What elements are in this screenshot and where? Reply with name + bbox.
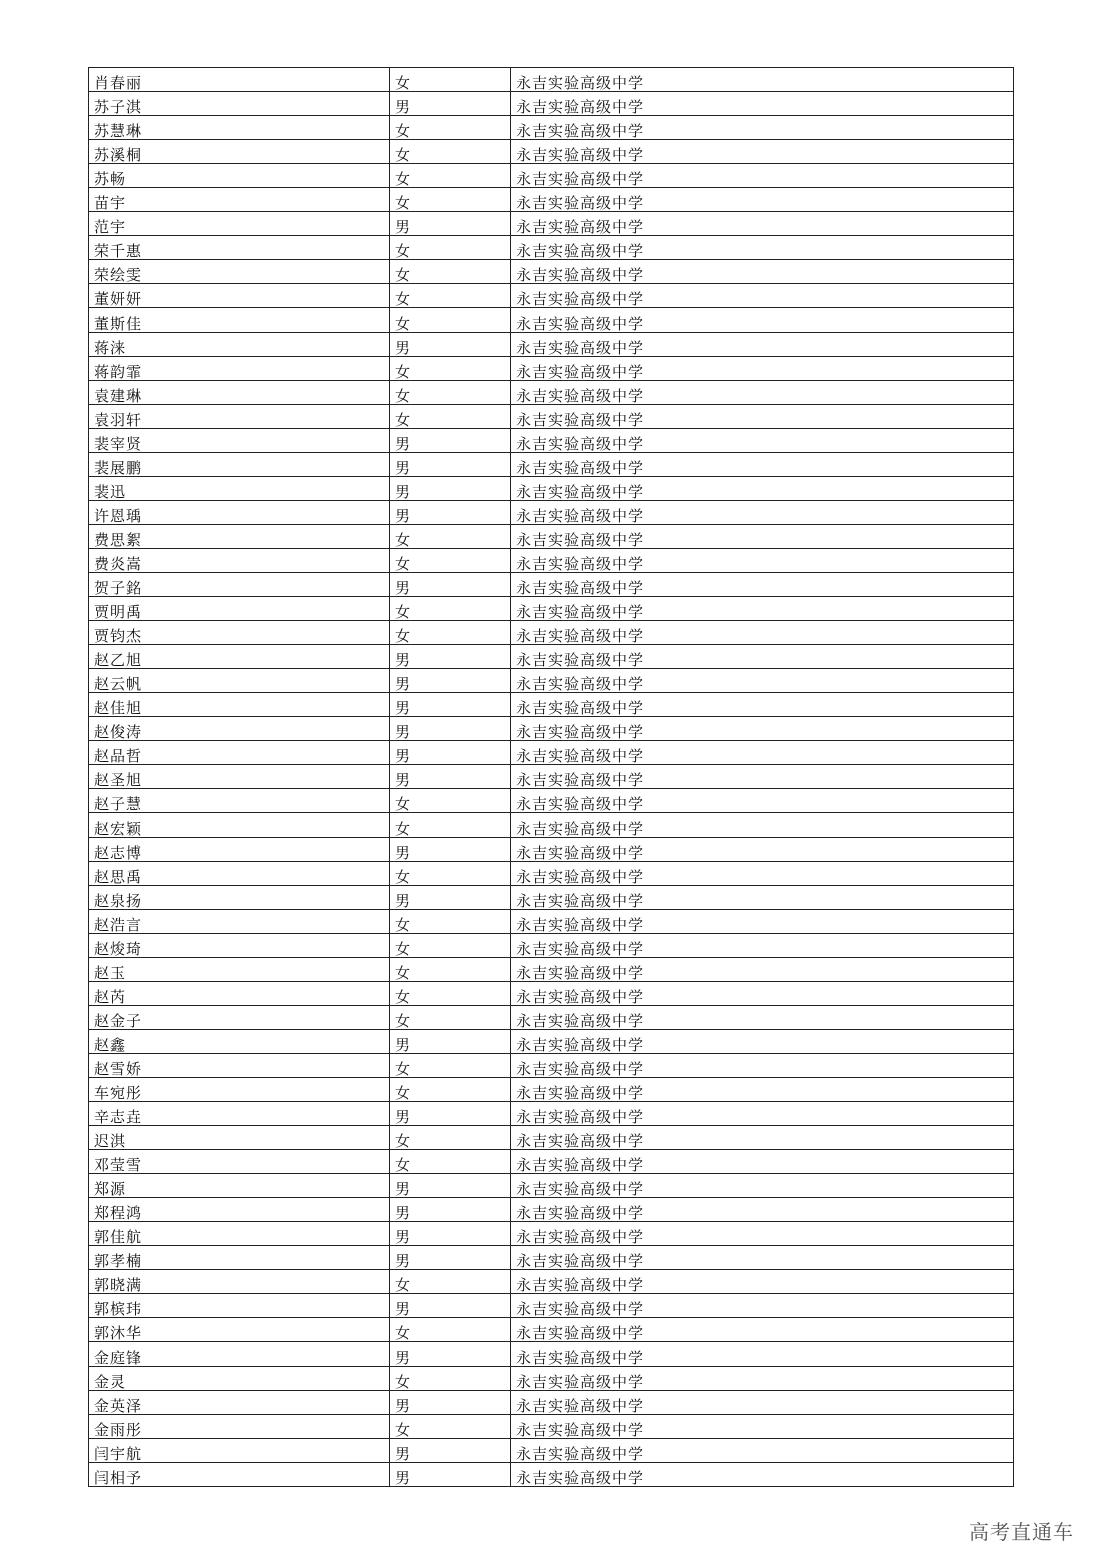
- school-cell: 永吉实验高级中学: [511, 765, 1014, 789]
- gender-cell: 男: [390, 1102, 511, 1126]
- school-cell: 永吉实验高级中学: [511, 909, 1014, 933]
- table-row: [89, 284, 1014, 308]
- table-row: [89, 597, 1014, 621]
- gender-cell: 男: [390, 1174, 511, 1198]
- student-name-cell: 董斯佳: [89, 308, 390, 332]
- school-cell: 永吉实验高级中学: [511, 500, 1014, 524]
- school-cell: 永吉实验高级中学: [511, 452, 1014, 476]
- table-row: [89, 981, 1014, 1005]
- student-name-cell: 赵俊涛: [89, 717, 390, 741]
- student-name-cell: 肖春丽: [89, 68, 390, 92]
- table-row: [89, 1053, 1014, 1077]
- gender-cell: 男: [390, 572, 511, 596]
- school-cell: 永吉实验高级中学: [511, 1005, 1014, 1029]
- table-row: [89, 1366, 1014, 1390]
- student-name-cell: 郭佳航: [89, 1222, 390, 1246]
- student-name-cell: 袁建琳: [89, 380, 390, 404]
- student-name-cell: 苗宇: [89, 188, 390, 212]
- table-row: [89, 933, 1014, 957]
- student-name-cell: 赵佳旭: [89, 693, 390, 717]
- gender-cell: 男: [390, 452, 511, 476]
- table-row: [89, 813, 1014, 837]
- gender-cell: 女: [390, 789, 511, 813]
- table-row: [89, 116, 1014, 140]
- student-name-cell: 赵云帆: [89, 669, 390, 693]
- student-name-cell: 邓莹雪: [89, 1150, 390, 1174]
- school-cell: 永吉实验高级中学: [511, 957, 1014, 981]
- gender-cell: 女: [390, 1077, 511, 1101]
- school-cell: 永吉实验高级中学: [511, 693, 1014, 717]
- gender-cell: 女: [390, 1126, 511, 1150]
- student-name-cell: 赵圣旭: [89, 765, 390, 789]
- student-name-cell: 郑源: [89, 1174, 390, 1198]
- gender-cell: 女: [390, 981, 511, 1005]
- student-name-cell: 赵品哲: [89, 741, 390, 765]
- watermark-text: 高考直通车: [969, 1520, 1074, 1544]
- table-row: [89, 188, 1014, 212]
- table-row: [89, 861, 1014, 885]
- student-name-cell: 赵子慧: [89, 789, 390, 813]
- gender-cell: 女: [390, 188, 511, 212]
- gender-cell: 男: [390, 717, 511, 741]
- table-row: [89, 356, 1014, 380]
- roster-body: [89, 68, 1014, 1487]
- school-cell: 永吉实验高级中学: [511, 1246, 1014, 1270]
- gender-cell: 女: [390, 164, 511, 188]
- gender-cell: 女: [390, 861, 511, 885]
- gender-cell: 女: [390, 909, 511, 933]
- table-row: [89, 140, 1014, 164]
- school-cell: 永吉实验高级中学: [511, 861, 1014, 885]
- table-row: [89, 1342, 1014, 1366]
- gender-cell: 男: [390, 765, 511, 789]
- school-cell: 永吉实验高级中学: [511, 645, 1014, 669]
- gender-cell: 女: [390, 597, 511, 621]
- table-row: [89, 428, 1014, 452]
- school-cell: 永吉实验高级中学: [511, 212, 1014, 236]
- school-cell: 永吉实验高级中学: [511, 428, 1014, 452]
- student-name-cell: 苏慧琳: [89, 116, 390, 140]
- gender-cell: 男: [390, 1462, 511, 1486]
- table-row: [89, 236, 1014, 260]
- table-row: [89, 1005, 1014, 1029]
- table-row: [89, 741, 1014, 765]
- table-row: [89, 1438, 1014, 1462]
- table-row: [89, 1414, 1014, 1438]
- gender-cell: 女: [390, 621, 511, 645]
- school-cell: 永吉实验高级中学: [511, 140, 1014, 164]
- student-name-cell: 闫宇航: [89, 1438, 390, 1462]
- school-cell: 永吉实验高级中学: [511, 524, 1014, 548]
- school-cell: 永吉实验高级中学: [511, 1053, 1014, 1077]
- school-cell: 永吉实验高级中学: [511, 1294, 1014, 1318]
- table-row: [89, 1462, 1014, 1486]
- school-cell: 永吉实验高级中学: [511, 1126, 1014, 1150]
- gender-cell: 男: [390, 476, 511, 500]
- table-row: [89, 68, 1014, 92]
- school-cell: 永吉实验高级中学: [511, 1342, 1014, 1366]
- school-cell: 永吉实验高级中学: [511, 1414, 1014, 1438]
- table-row: [89, 164, 1014, 188]
- school-cell: 永吉实验高级中学: [511, 476, 1014, 500]
- gender-cell: 男: [390, 428, 511, 452]
- student-name-cell: 赵乙旭: [89, 645, 390, 669]
- gender-cell: 男: [390, 212, 511, 236]
- gender-cell: 女: [390, 933, 511, 957]
- student-name-cell: 赵宏颖: [89, 813, 390, 837]
- table-row: [89, 1270, 1014, 1294]
- table-row: [89, 1077, 1014, 1101]
- student-name-cell: 郑程鸿: [89, 1198, 390, 1222]
- school-cell: 永吉实验高级中学: [511, 813, 1014, 837]
- school-cell: 永吉实验高级中学: [511, 92, 1014, 116]
- gender-cell: 女: [390, 140, 511, 164]
- school-cell: 永吉实验高级中学: [511, 356, 1014, 380]
- student-name-cell: 裴宰贤: [89, 428, 390, 452]
- gender-cell: 女: [390, 116, 511, 140]
- gender-cell: 男: [390, 1294, 511, 1318]
- school-cell: 永吉实验高级中学: [511, 1462, 1014, 1486]
- student-name-cell: 裴迅: [89, 476, 390, 500]
- school-cell: 永吉实验高级中学: [511, 284, 1014, 308]
- student-name-cell: 闫相予: [89, 1462, 390, 1486]
- gender-cell: 男: [390, 885, 511, 909]
- student-name-cell: 费思絮: [89, 524, 390, 548]
- student-name-cell: 辛志垚: [89, 1102, 390, 1126]
- table-row: [89, 837, 1014, 861]
- table-row: [89, 1174, 1014, 1198]
- table-row: [89, 645, 1014, 669]
- student-name-cell: 迟淇: [89, 1126, 390, 1150]
- student-name-cell: 贺子銘: [89, 572, 390, 596]
- gender-cell: 女: [390, 1005, 511, 1029]
- table-row: [89, 621, 1014, 645]
- gender-cell: 男: [390, 645, 511, 669]
- table-row: [89, 909, 1014, 933]
- gender-cell: 女: [390, 1053, 511, 1077]
- student-name-cell: 荣千惠: [89, 236, 390, 260]
- student-name-cell: 赵泉扬: [89, 885, 390, 909]
- table-row: [89, 765, 1014, 789]
- table-row: [89, 1318, 1014, 1342]
- table-row: [89, 332, 1014, 356]
- gender-cell: 男: [390, 1390, 511, 1414]
- gender-cell: 男: [390, 1029, 511, 1053]
- school-cell: 永吉实验高级中学: [511, 1077, 1014, 1101]
- gender-cell: 女: [390, 1366, 511, 1390]
- student-name-cell: 赵玉: [89, 957, 390, 981]
- gender-cell: 女: [390, 236, 511, 260]
- school-cell: 永吉实验高级中学: [511, 1174, 1014, 1198]
- table-row: [89, 669, 1014, 693]
- gender-cell: 女: [390, 380, 511, 404]
- gender-cell: 男: [390, 500, 511, 524]
- gender-cell: 女: [390, 1150, 511, 1174]
- gender-cell: 男: [390, 1342, 511, 1366]
- school-cell: 永吉实验高级中学: [511, 1318, 1014, 1342]
- student-roster-table: [88, 67, 1014, 1487]
- school-cell: 永吉实验高级中学: [511, 572, 1014, 596]
- school-cell: 永吉实验高级中学: [511, 1102, 1014, 1126]
- student-name-cell: 郭槟玮: [89, 1294, 390, 1318]
- gender-cell: 女: [390, 813, 511, 837]
- school-cell: 永吉实验高级中学: [511, 885, 1014, 909]
- table-row: [89, 1126, 1014, 1150]
- student-name-cell: 赵焌琦: [89, 933, 390, 957]
- student-name-cell: 裴展鹏: [89, 452, 390, 476]
- school-cell: 永吉实验高级中学: [511, 380, 1014, 404]
- student-name-cell: 金英泽: [89, 1390, 390, 1414]
- student-name-cell: 苏畅: [89, 164, 390, 188]
- table-row: [89, 548, 1014, 572]
- student-name-cell: 董妍妍: [89, 284, 390, 308]
- table-row: [89, 789, 1014, 813]
- student-name-cell: 贾钧杰: [89, 621, 390, 645]
- gender-cell: 男: [390, 1198, 511, 1222]
- student-name-cell: 赵金子: [89, 1005, 390, 1029]
- school-cell: 永吉实验高级中学: [511, 597, 1014, 621]
- table-row: [89, 1294, 1014, 1318]
- table-row: [89, 1246, 1014, 1270]
- gender-cell: 女: [390, 260, 511, 284]
- gender-cell: 男: [390, 1246, 511, 1270]
- student-name-cell: 郭孝楠: [89, 1246, 390, 1270]
- gender-cell: 女: [390, 1414, 511, 1438]
- student-name-cell: 金雨彤: [89, 1414, 390, 1438]
- gender-cell: 女: [390, 284, 511, 308]
- table-row: [89, 1102, 1014, 1126]
- table-row: [89, 1150, 1014, 1174]
- gender-cell: 男: [390, 92, 511, 116]
- student-name-cell: 范宇: [89, 212, 390, 236]
- table-row: [89, 1198, 1014, 1222]
- student-name-cell: 赵浩言: [89, 909, 390, 933]
- school-cell: 永吉实验高级中学: [511, 1222, 1014, 1246]
- table-row: [89, 572, 1014, 596]
- school-cell: 永吉实验高级中学: [511, 669, 1014, 693]
- school-cell: 永吉实验高级中学: [511, 981, 1014, 1005]
- student-name-cell: 费炎嵩: [89, 548, 390, 572]
- student-name-cell: 贾明禹: [89, 597, 390, 621]
- gender-cell: 女: [390, 68, 511, 92]
- table-row: [89, 260, 1014, 284]
- gender-cell: 女: [390, 524, 511, 548]
- student-name-cell: 许恩瑀: [89, 500, 390, 524]
- student-name-cell: 赵思禹: [89, 861, 390, 885]
- table-row: [89, 524, 1014, 548]
- school-cell: 永吉实验高级中学: [511, 1029, 1014, 1053]
- school-cell: 永吉实验高级中学: [511, 717, 1014, 741]
- school-cell: 永吉实验高级中学: [511, 548, 1014, 572]
- student-name-cell: 蒋韵霏: [89, 356, 390, 380]
- student-name-cell: 金灵: [89, 1366, 390, 1390]
- table-row: [89, 404, 1014, 428]
- gender-cell: 男: [390, 1222, 511, 1246]
- school-cell: 永吉实验高级中学: [511, 164, 1014, 188]
- school-cell: 永吉实验高级中学: [511, 837, 1014, 861]
- gender-cell: 男: [390, 837, 511, 861]
- student-name-cell: 金庭锋: [89, 1342, 390, 1366]
- student-name-cell: 车宛彤: [89, 1077, 390, 1101]
- table-row: [89, 452, 1014, 476]
- school-cell: 永吉实验高级中学: [511, 188, 1014, 212]
- gender-cell: 女: [390, 1270, 511, 1294]
- gender-cell: 男: [390, 669, 511, 693]
- gender-cell: 女: [390, 548, 511, 572]
- gender-cell: 女: [390, 356, 511, 380]
- student-name-cell: 赵雪娇: [89, 1053, 390, 1077]
- school-cell: 永吉实验高级中学: [511, 1270, 1014, 1294]
- table-row: [89, 212, 1014, 236]
- table-row: [89, 476, 1014, 500]
- student-name-cell: 荣绘雯: [89, 260, 390, 284]
- student-name-cell: 苏溪桐: [89, 140, 390, 164]
- school-cell: 永吉实验高级中学: [511, 933, 1014, 957]
- school-cell: 永吉实验高级中学: [511, 1390, 1014, 1414]
- student-name-cell: 赵志博: [89, 837, 390, 861]
- table-row: [89, 885, 1014, 909]
- gender-cell: 女: [390, 308, 511, 332]
- school-cell: 永吉实验高级中学: [511, 116, 1014, 140]
- gender-cell: 男: [390, 1438, 511, 1462]
- student-name-cell: 赵鑫: [89, 1029, 390, 1053]
- school-cell: 永吉实验高级中学: [511, 1198, 1014, 1222]
- table-row: [89, 380, 1014, 404]
- school-cell: 永吉实验高级中学: [511, 1438, 1014, 1462]
- school-cell: 永吉实验高级中学: [511, 236, 1014, 260]
- gender-cell: 男: [390, 741, 511, 765]
- table-row: [89, 1222, 1014, 1246]
- school-cell: 永吉实验高级中学: [511, 260, 1014, 284]
- student-name-cell: 蒋涞: [89, 332, 390, 356]
- table-row: [89, 500, 1014, 524]
- student-name-cell: 苏子淇: [89, 92, 390, 116]
- school-cell: 永吉实验高级中学: [511, 741, 1014, 765]
- table-row: [89, 1029, 1014, 1053]
- school-cell: 永吉实验高级中学: [511, 1150, 1014, 1174]
- school-cell: 永吉实验高级中学: [511, 789, 1014, 813]
- gender-cell: 女: [390, 404, 511, 428]
- gender-cell: 男: [390, 693, 511, 717]
- school-cell: 永吉实验高级中学: [511, 308, 1014, 332]
- school-cell: 永吉实验高级中学: [511, 68, 1014, 92]
- student-name-cell: 郭沐华: [89, 1318, 390, 1342]
- table-row: [89, 717, 1014, 741]
- school-cell: 永吉实验高级中学: [511, 621, 1014, 645]
- school-cell: 永吉实验高级中学: [511, 404, 1014, 428]
- student-name-cell: 袁羽轩: [89, 404, 390, 428]
- table-row: [89, 693, 1014, 717]
- gender-cell: 女: [390, 1318, 511, 1342]
- student-name-cell: 郭晓满: [89, 1270, 390, 1294]
- table-row: [89, 1390, 1014, 1414]
- gender-cell: 男: [390, 332, 511, 356]
- student-name-cell: 赵芮: [89, 981, 390, 1005]
- table-row: [89, 308, 1014, 332]
- school-cell: 永吉实验高级中学: [511, 1366, 1014, 1390]
- table-row: [89, 92, 1014, 116]
- school-cell: 永吉实验高级中学: [511, 332, 1014, 356]
- gender-cell: 女: [390, 957, 511, 981]
- table-row: [89, 957, 1014, 981]
